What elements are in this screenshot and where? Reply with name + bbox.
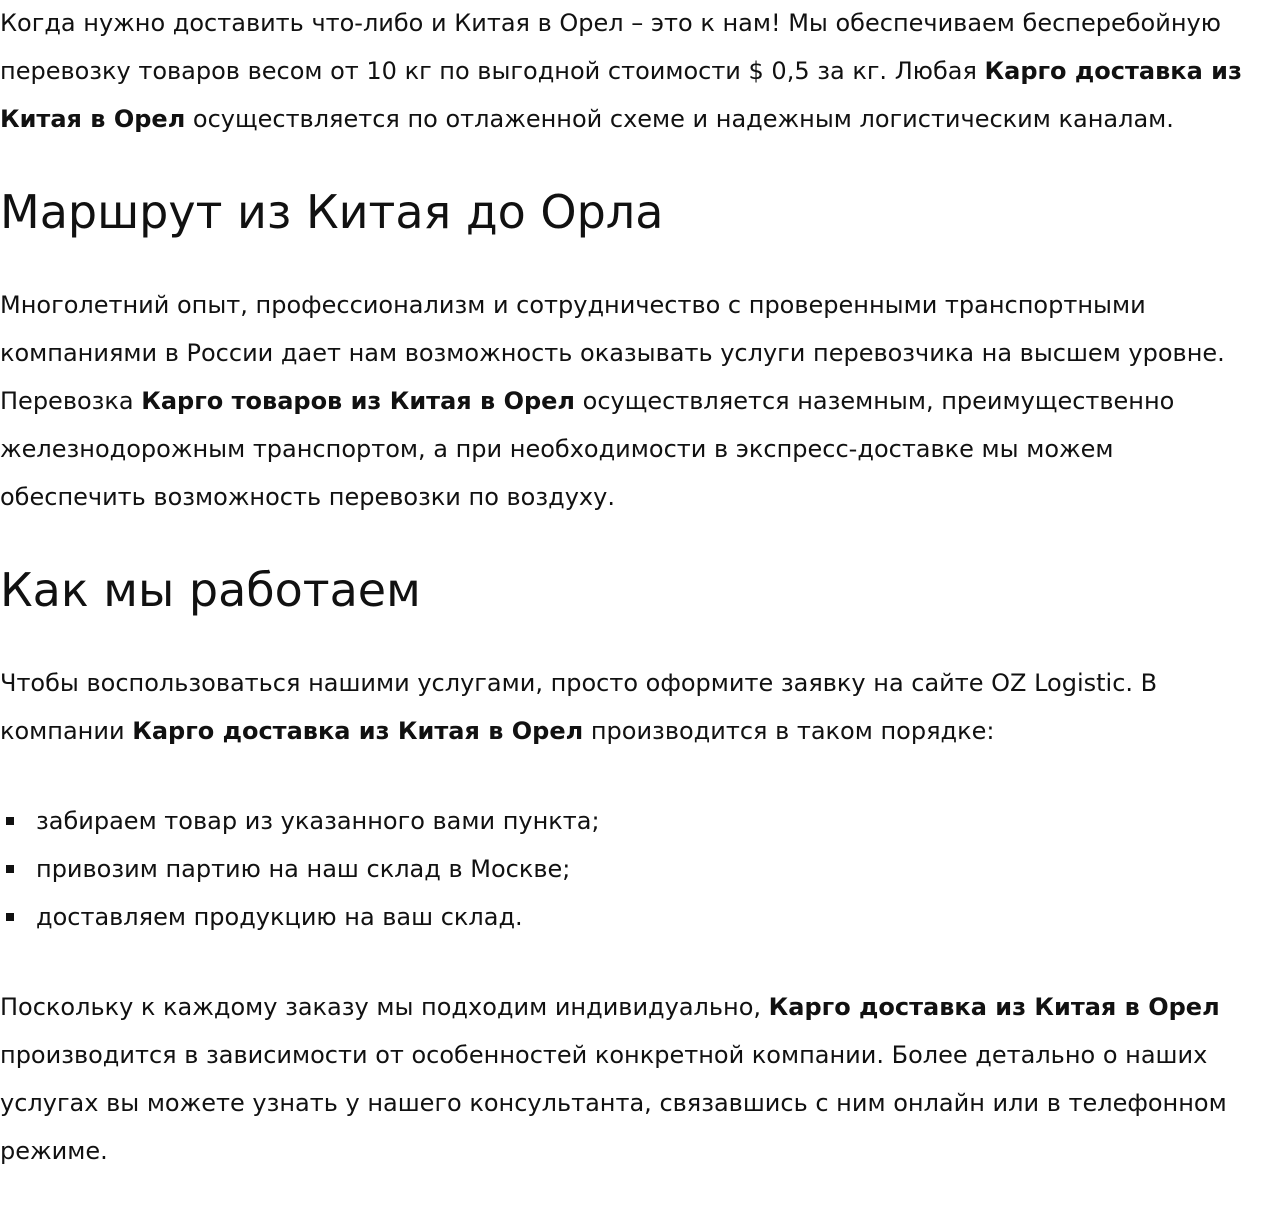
route-heading: Маршрут из Китая до Орла xyxy=(0,185,664,239)
list-item xyxy=(0,845,1262,893)
closing-paragraph xyxy=(0,983,1262,1175)
work-text-1: Чтобы воспользоваться нашими услугами, просто оформите заявку на сайте OZ Logistic. В компании xyxy=(0,669,1158,745)
intro-bold-keyword: Карго доставка из Китая в Орел xyxy=(0,57,1242,133)
work-text-2: производится в таком порядке: xyxy=(583,717,995,745)
work-paragraph xyxy=(0,659,1262,755)
intro-text-2: осуществляется по отлаженной схеме и надежным логистическим каналам. xyxy=(185,105,1174,133)
closing-text-1: Поскольку к каждому заказу мы подходим индивидуально, xyxy=(0,993,769,1021)
square-bullet-icon xyxy=(6,817,14,825)
step-text: забираем товар из указанного вами пункта; xyxy=(36,807,600,835)
steps-list xyxy=(0,797,1262,941)
step-text: привозим партию на наш склад в Москве; xyxy=(36,855,571,883)
route-text-2: осуществляется наземным, преимущественно железнодорожным транспортом, а при необходимости в экспресс-доставке мы можем обеспечить возможность перевозки по воздуху. xyxy=(0,387,1175,511)
route-paragraph xyxy=(0,281,1262,521)
list-item xyxy=(0,893,1262,941)
square-bullet-icon xyxy=(6,913,14,921)
intro-text-1: Когда нужно доставить что-либо и Китая в Орел – это к нам! Мы обеспечиваем бесперебойную перевозку товаров весом от 10 кг по выгодной стоимости $ 0,5 за кг. Любая xyxy=(0,9,1221,85)
step-text: доставляем продукцию на ваш склад. xyxy=(36,903,523,931)
closing-text-2: производится в зависимости от особенностей конкретной компании. Более детально о наших услугах вы можете узнать у нашего консультанта, связавшись с ним онлайн или в телефонном режиме. xyxy=(0,1041,1227,1165)
closing-bold-keyword: Карго доставка из Китая в Орел xyxy=(768,993,1220,1021)
route-text-1: Многолетний опыт, профессионализм и сотрудничество с проверенными транспортными компаниями в России дает нам возможность оказывать услуги перевозчика на высшем уровне. Перевозка xyxy=(0,291,1225,415)
work-bold-keyword: Карго доставка из Китая в Орел xyxy=(132,717,584,745)
square-bullet-icon xyxy=(6,865,14,873)
work-heading: Как мы работаем xyxy=(0,563,421,617)
route-bold-keyword: Карго товаров из Китая в Орел xyxy=(141,387,576,415)
list-item xyxy=(0,797,1262,845)
intro-paragraph xyxy=(0,0,1262,143)
